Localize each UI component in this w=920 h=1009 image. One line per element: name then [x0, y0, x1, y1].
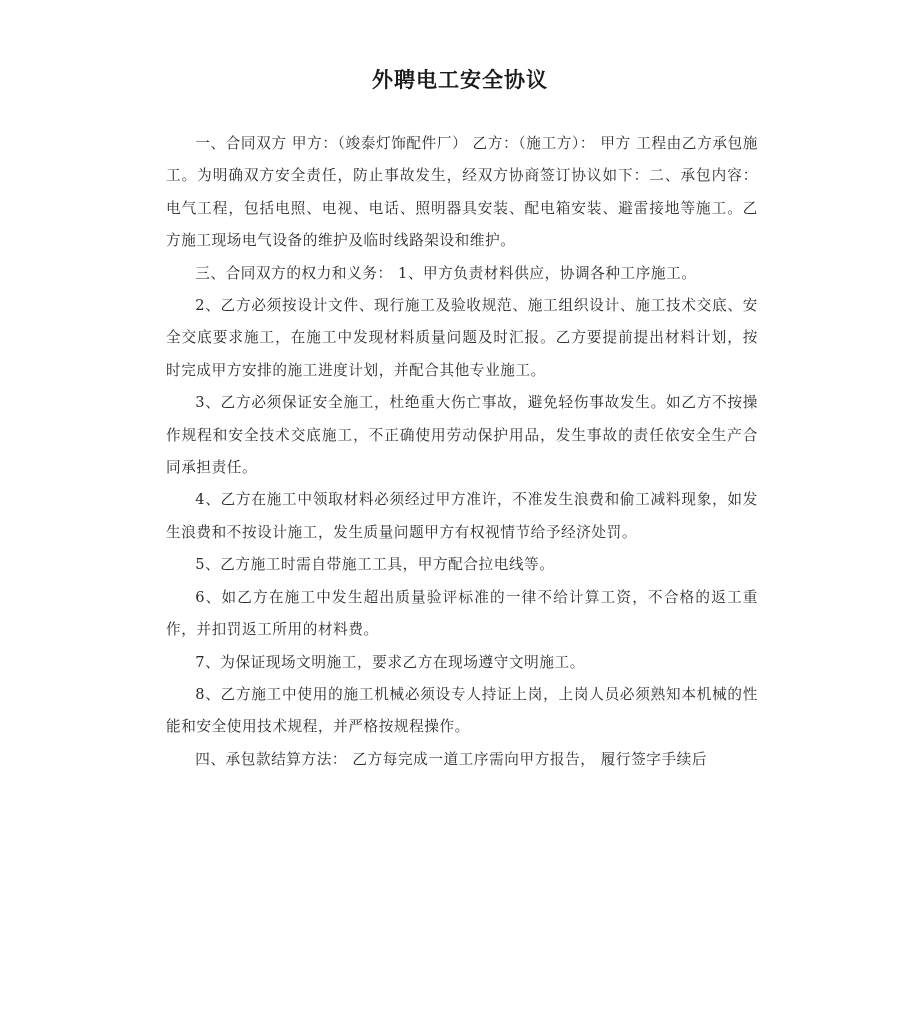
paragraph-clause-8: 8、乙方施工中使用的施工机械必须设专人持证上岗，上岗人员必须熟知本机械的性能和安全使用技术规程，并严格按规程操作。 [166, 685, 758, 736]
document-title: 外聘电工安全协议 [372, 68, 548, 92]
paragraph-clause-5: 5、乙方施工时需自带施工工具，甲方配合拉电线等。 [195, 556, 555, 574]
paragraph-settlement: 四、承包款结算方法： 乙方每完成一道工序需向甲方报告， 履行签字手续后 [195, 750, 708, 768]
paragraph-clause-7: 7、为保证现场文明施工，要求乙方在现场遵守文明施工。 [195, 653, 585, 671]
paragraph-clause-3: 3、乙方必须保证安全施工，杜绝重大伤亡事故，避免轻伤事故发生。如乙方不按操作规程和安全技术交底施工，不正确使用劳动保护用品，发生事故的责任依安全生产合同承担责任。 [166, 394, 758, 477]
paragraph-contract-parties: 一、合同双方 甲方：（竣泰灯饰配件厂） 乙方：（施工方）： 甲方 工程由乙方承包施工。为明确双方安全责任，防止事故发生，经双方协商签订协议如下：二、承包内容： 电气工程，包括电照、电视、电话、照明器具安装、配电箱安装、避雷接地等施工。乙方施工现场电气设备的维护及临时线路架设和维护。 [166, 135, 758, 250]
document-body [166, 128, 758, 776]
paragraph-rights-obligations: 三、合同双方的权力和义务： 1、甲方负责材料供应，协调各种工序施工。 [195, 264, 697, 282]
paragraph-clause-4: 4、乙方在施工中领取材料必须经过甲方准许，不准发生浪费和偷工减料现象，如发生浪费和不按设计施工，发生质量问题甲方有权视情节给予经济处罚。 [166, 491, 758, 541]
paragraph-clause-2: 2、乙方必须按设计文件、现行施工及验收规范、施工组织设计、施工技术交底、安全交底要求施工，在施工中发现材料质量问题及时汇报。乙方要提前提出材料计划，按时完成甲方安排的施工进度计划，并配合其他专业施工。 [166, 297, 758, 379]
paragraph-clause-6: 6、如乙方在施工中发生超出质量验评标准的一律不给计算工资，不合格的返工重作，并扣罚返工所用的材料费。 [166, 588, 758, 639]
